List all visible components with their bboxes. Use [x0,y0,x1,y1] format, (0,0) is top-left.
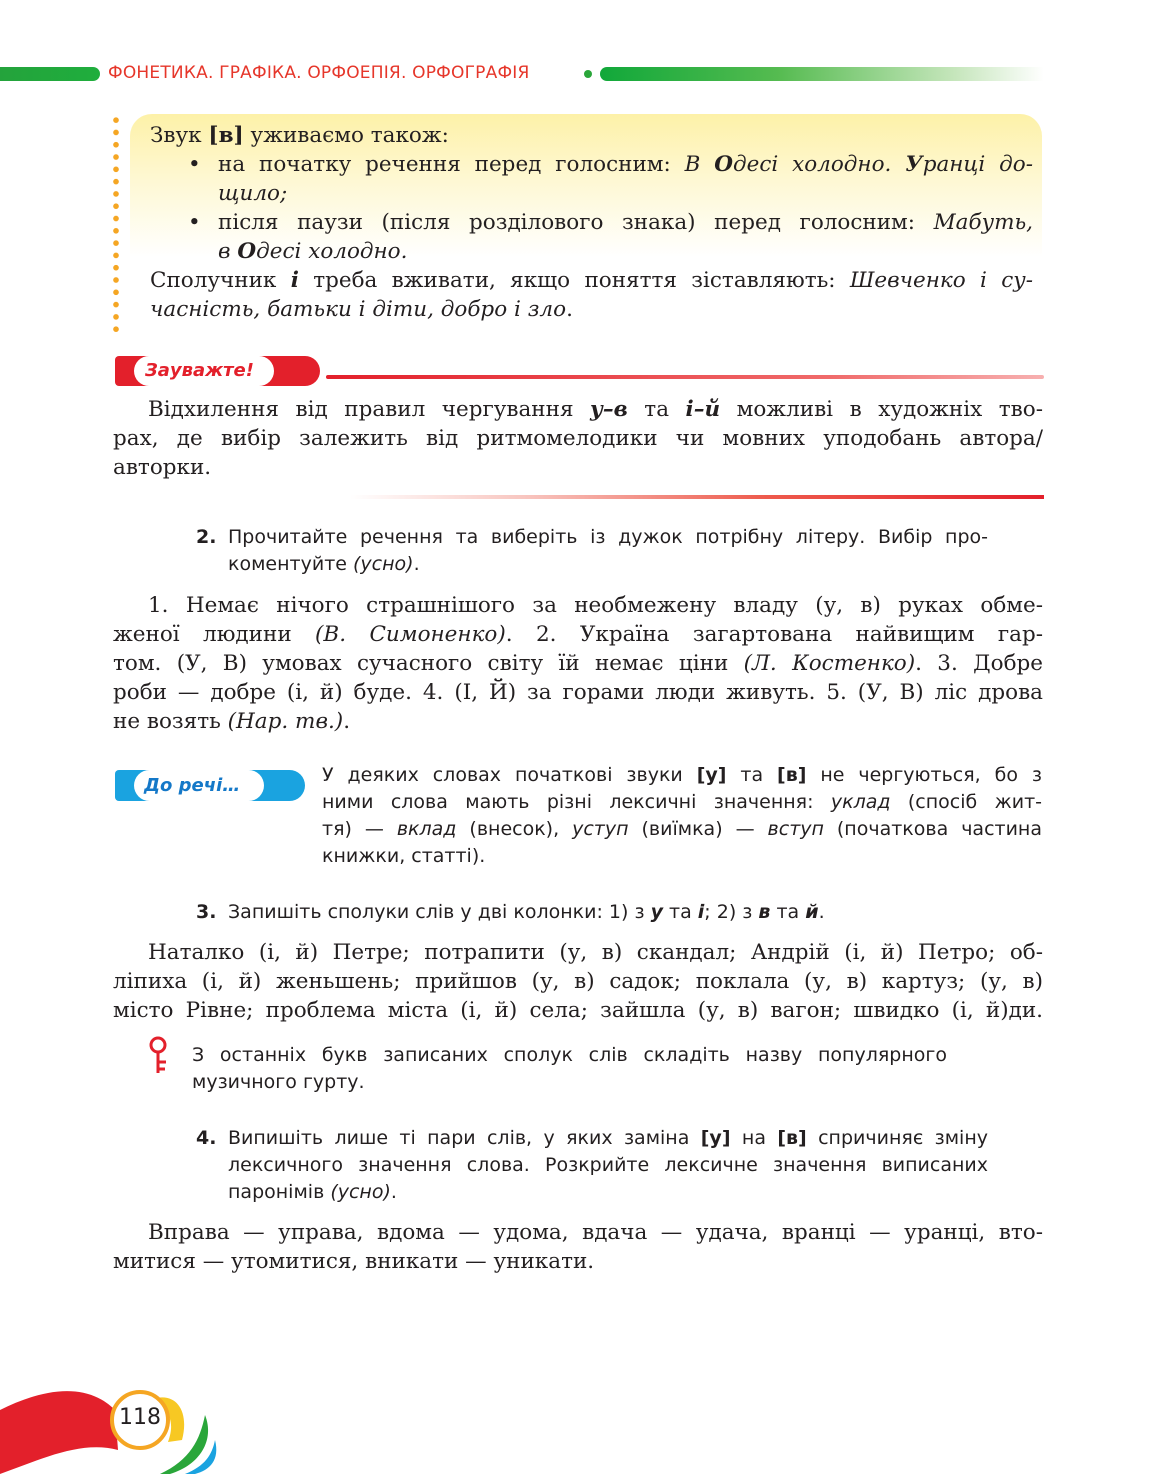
key-task-line-2: музичного гурту. [192,1071,365,1093]
exercise-4-task-3: паронімів (усно). [228,1181,397,1203]
exercise-2-line-1: 1. Немає нічого страшнішого за необмежену владу (у, в) руках обме- [148,593,1043,618]
note-label: Зауважте! [145,360,254,381]
exercise-3-line-2: ліпиха (і, й) женьшень; прийшов (у, в) садок; поклала (у, в) картуз; (у, в) [113,969,1043,994]
by-the-way-line-3: тя) — вклад (внесок), уступ (виїмка) — вступ (початкова частина [322,818,1042,840]
exercise-2-line-2: женої людини (В. Симоненко). 2. Україна загартована найвищим гар- [113,622,1043,647]
key-task-line-1: З останніх букв записаних сполук слів складіть назву популярного [192,1044,947,1066]
by-the-way-line-4: книжки, статті). [322,845,486,867]
exercise-4-number: 4. [196,1127,217,1149]
exercise-2-number: 2. [196,526,217,548]
rule-bullet-2-cont: в Одесі холодно. [218,239,408,264]
bullet-1-marker: • [188,152,201,177]
rule-bullet-1: на початку речення перед голосним: В Одесі холодно. Уранці до- [218,152,1033,177]
exercise-2-task: Прочитайте речення та виберіть із дужок потрібну літеру. Вибір про- [228,526,988,548]
by-the-way-line-1: У деяких словах початкові звуки [у] та [в] не чергуються, бо з [322,764,1042,786]
exercise-3-number: 3. [196,901,217,923]
exercise-4-line-1: Вправа — управа, вдома — удома, вдача — удача, вранці — уранці, вто- [148,1220,1043,1245]
exercise-4-task-2: лексичного значення слова. Розкрийте лексичне значення виписаних [228,1154,988,1176]
rule-conjunction-cont: часність, батьки і діти, добро і зло. [150,297,573,322]
rule-bullet-1-cont: щило; [218,181,288,206]
dotted-margin-line [113,114,119,332]
exercise-3-task: Запишіть сполуки слів у дві колонки: 1) з у та і; 2) з в та й. [228,901,825,923]
exercise-4-line-2: митися — утомитися, вникати — уникати. [113,1249,595,1274]
exercise-2-line-5: не возять (Нар. тв.). [113,709,351,734]
section-title: ФОНЕТИКА. ГРАФІКА. ОРФОЕПІЯ. ОРФОГРАФІЯ [108,63,530,83]
exercise-2-task-cont: коментуйте (усно). [228,553,420,575]
note-line-3: авторки. [113,455,212,480]
by-the-way-line-2: ними слова мають різні лексичні значення: уклад (спосіб жит- [322,791,1042,813]
note-line-2: рах, де вибір залежить від ритмомелодики чи мовних уподобань автора/ [113,426,1043,451]
exercise-2-line-4: роби — добре (і, й) буде. 4. (І, Й) за горами люди живуть. 5. (У, В) ліс дрова [113,680,1043,705]
exercise-3-line-3: місто Рівне; проблема міста (і, й) села; зайшла (у, в) вагон; швидко (і, й)ди. [113,998,1043,1023]
exercise-2-line-3: том. (У, В) умовах сучасного світу їй немає ціни (Л. Костенко). 3. Добре [113,651,1043,676]
section-divider [350,495,1044,499]
header-green-bar-left [0,67,100,81]
note-divider [326,375,1044,379]
page-number: 118 [119,1405,161,1430]
rule-intro: Звук [в] уживаємо також: [150,123,449,148]
header-green-bar-right [600,67,1044,81]
rule-bullet-2: після паузи (після розділового знака) перед голосним: Мабуть, [218,210,1033,235]
by-the-way-label: До речі… [144,775,241,796]
header-dot [584,70,592,78]
note-line-1: Відхилення від правил чергування у–в та і–й можливі в художніх тво- [148,397,1043,422]
exercise-3-line-1: Наталко (і, й) Петре; потрапити (у, в) скандал; Андрій (і, й) Петро; об- [148,940,1043,965]
exercise-4-task-1: Випишіть лише ті пари слів, у яких заміна [у] на [в] спричиняє зміну [228,1127,988,1149]
rule-conjunction: Сполучник і треба вживати, якщо поняття зіставляють: Шевченко і су- [150,268,1034,293]
bullet-2-marker: • [188,210,201,235]
key-icon [146,1036,172,1080]
